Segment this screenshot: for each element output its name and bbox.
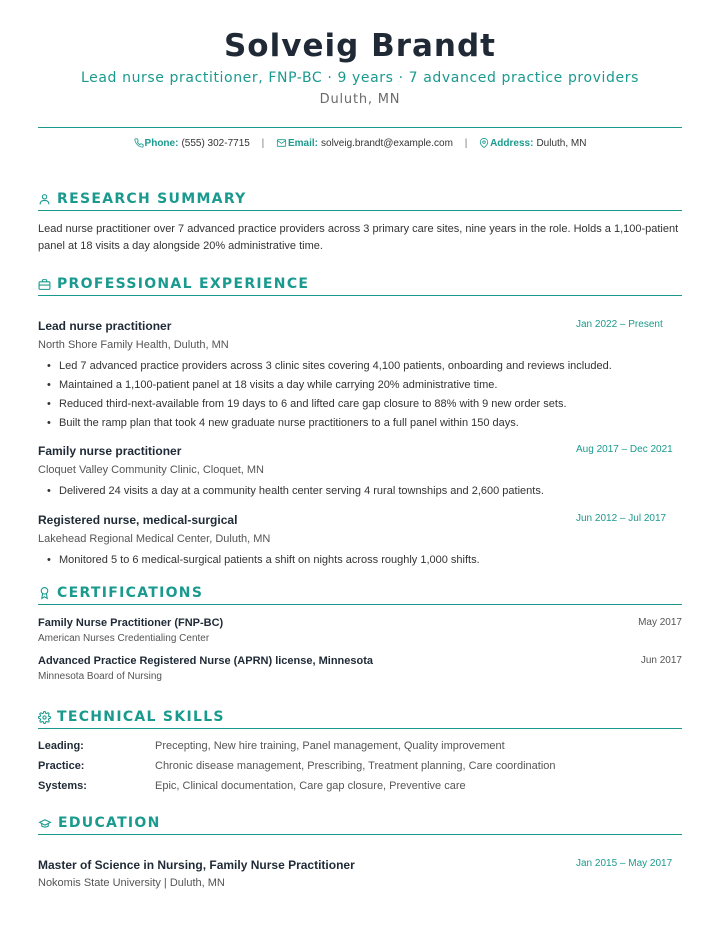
section-title-education xyxy=(38,815,682,835)
award-ribbon-icon xyxy=(38,586,51,600)
contact-phone xyxy=(134,138,253,149)
skill-label: Systems: xyxy=(38,780,87,792)
contact-separator: | xyxy=(261,138,265,149)
resume-header xyxy=(0,0,720,108)
skill-value: Precepting, New hire training, Panel management, Quality improvement xyxy=(155,740,505,752)
address-label: Address: xyxy=(490,138,534,149)
section-title-skills xyxy=(38,709,682,729)
education-date: Jan 2015 – May 2017 xyxy=(576,858,673,869)
certification-entry xyxy=(38,655,682,682)
job-entry xyxy=(38,319,682,433)
job-title: Lead nurse practitioner xyxy=(38,319,172,333)
certification-title: Advanced Practice Registered Nurse (APRN) license, Minnesota xyxy=(38,655,373,667)
certification-issuer: Minnesota Board of Nursing xyxy=(38,671,162,682)
certification-title: Family Nurse Practitioner (FNP-BC) xyxy=(38,617,224,629)
skills-heading: TECHNICAL SKILLS xyxy=(57,709,225,725)
skill-label: Practice: xyxy=(38,760,85,772)
email-icon xyxy=(276,138,287,148)
job-bullet: • Reduced third-next-available from 19 days to 6 and lifted care gap closure to 88% with 9 new order sets. xyxy=(38,395,682,414)
phone-label: Phone: xyxy=(144,138,179,149)
summary-text: Lead nurse practitioner over 7 advanced practice providers across 3 primary care sites, nine years in the role. Holds a 1,100-patient panel at 18 visits a day alongside 20% administrative time. xyxy=(38,223,679,252)
job-bullets xyxy=(38,551,682,570)
certification-entry xyxy=(38,617,682,644)
candidate-location: Duluth, MN xyxy=(319,92,401,107)
job-bullets xyxy=(38,357,682,433)
job-organization: North Shore Family Health, Duluth, MN xyxy=(38,339,229,351)
candidate-name: Solveig Brandt xyxy=(223,28,496,64)
job-bullet: • Delivered 24 visits a day at a community health center serving 4 rural townships and 2,600 patients. xyxy=(38,482,682,501)
location-pin-icon xyxy=(479,138,489,148)
job-bullet: • Built the ramp plan that took 4 new graduate nurse practitioners to a full panel within 150 days. xyxy=(38,414,682,433)
job-bullet: • Monitored 5 to 6 medical-surgical patients a shift on nights across roughly 1,000 shifts. xyxy=(38,551,682,570)
phone-value[interactable]: (555) 302-7715 xyxy=(181,138,250,149)
skill-value: Chronic disease management, Prescribing, Treatment planning, Care coordination xyxy=(155,760,556,772)
job-date: Jan 2022 – Present xyxy=(576,319,663,330)
job-organization: Cloquet Valley Community Clinic, Cloquet, MN xyxy=(38,464,264,476)
certifications-heading: CERTIFICATIONS xyxy=(57,585,204,601)
job-entry xyxy=(38,444,682,501)
certification-issuer: American Nurses Credentialing Center xyxy=(38,633,210,644)
header-divider xyxy=(38,127,682,128)
section-title-experience xyxy=(38,276,682,296)
candidate-tagline: Lead nurse practitioner, FNP-BC · 9 years · 7 advanced practice providers xyxy=(81,70,639,86)
contact-bar xyxy=(0,138,720,149)
briefcase-icon xyxy=(38,278,51,291)
job-date: Aug 2017 – Dec 2021 xyxy=(576,444,673,455)
job-title: Family nurse practitioner xyxy=(38,444,182,458)
skill-label: Leading: xyxy=(38,740,84,752)
summary-heading: RESEARCH SUMMARY xyxy=(57,191,247,207)
job-organization: Lakehead Regional Medical Center, Duluth, MN xyxy=(38,533,271,545)
contact-address xyxy=(479,138,586,149)
job-bullet: • Led 7 advanced practice providers across 3 clinic sites covering 4,100 patients, onboarding and reviews included. xyxy=(38,357,682,376)
section-title-certifications xyxy=(38,585,682,605)
job-entry xyxy=(38,513,682,570)
section-title-summary xyxy=(38,191,682,211)
education-institution: Nokomis State University | Duluth, MN xyxy=(38,877,225,889)
email-value[interactable]: solveig.brandt@example.com xyxy=(321,138,453,149)
skill-value: Epic, Clinical documentation, Care gap closure, Preventive care xyxy=(155,780,466,792)
phone-icon xyxy=(134,138,144,148)
job-date: Jun 2012 – Jul 2017 xyxy=(576,513,667,524)
education-heading: EDUCATION xyxy=(58,815,161,831)
job-title: Registered nurse, medical-surgical xyxy=(38,513,238,527)
address-value: Duluth, MN xyxy=(536,138,587,149)
job-bullet: • Maintained a 1,100-patient panel at 18 visits a day while carrying 20% administrative time. xyxy=(38,376,682,395)
experience-heading: PROFESSIONAL EXPERIENCE xyxy=(57,276,310,292)
education-degree: Master of Science in Nursing, Family Nurse Practitioner xyxy=(38,858,355,872)
contact-separator: | xyxy=(464,138,468,149)
person-icon xyxy=(38,193,51,206)
contact-email xyxy=(276,138,456,149)
certification-date: May 2017 xyxy=(638,617,682,628)
certification-date: Jun 2017 xyxy=(640,655,682,666)
graduation-cap-icon xyxy=(38,817,52,830)
email-label: Email: xyxy=(288,138,319,149)
job-bullets xyxy=(38,482,682,501)
gear-icon xyxy=(38,711,51,724)
education-entry xyxy=(38,858,682,889)
